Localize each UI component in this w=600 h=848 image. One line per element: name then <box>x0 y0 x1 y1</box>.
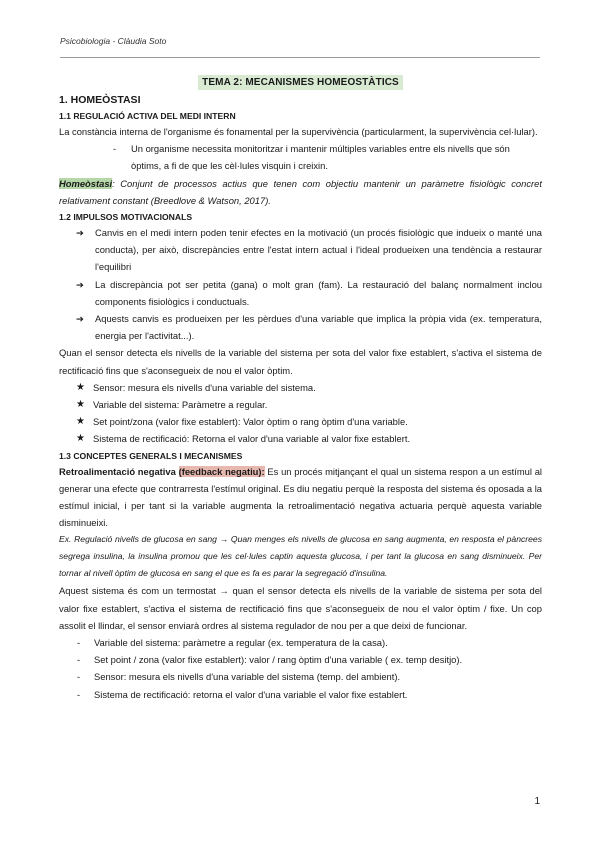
star-bullet-icon: ★ <box>76 416 85 428</box>
list-item: - Sistema de rectificació: retorna el valor d'una variable el valor fixe establert. <box>59 686 542 703</box>
dash-bullet: - <box>77 637 81 649</box>
paragraph-constancia: La constància interna de l'organisme és fonamental per la supervivència (particularment, la supervivència cel·lular). <box>59 126 538 137</box>
example-glucosa: Ex. Regulació nivells de glucosa en sang → Quan menges els nivells de glucosa en sang augmenta, en resposta el pàncrees segrega insulina, la insulina promou que les cel·lules captin aquesta glucosa, i per tant la glucosa en sang disminueix. Per tornar al nivell òptim de glucosa en sang el que es fa es parar la segregació d'insulina. <box>59 534 542 579</box>
definition-term: Homeòstasi <box>59 177 113 189</box>
section-heading-homeostasi: 1. HOMEÒSTASI <box>59 94 141 106</box>
list-item: ★ Sistema de rectificació: Retorna el valor d'una variable al valor fixe establert. <box>59 430 542 447</box>
paragraph-termostat: Aquest sistema és com un termostat → quan el sensor detecta els nivells de la variable de sistema per sota del valor fixe establert, s'activa el sistema de rectificació fins que s'aconsegueix de nou el valor òptim / fixe. Un cop assolit el llindar, el sensor enviarà ordres al sistema regulador de nou per a que deixi de funcionar. <box>59 585 542 631</box>
header-divider <box>60 57 540 58</box>
list-item: ★ Variable del sistema: Paràmetre a regular. <box>59 396 542 413</box>
star-bullet-icon: ★ <box>76 381 85 393</box>
list-item: - Un organisme necessita monitoritzar i mantenir múltiples variables entre els nivells que són òptims, a fi de que les cèl·lules visquin i creixin. <box>59 140 542 174</box>
star-bullet-icon: ★ <box>76 433 85 445</box>
subsection-heading-1-1: 1.1 REGULACIÓ ACTIVA DEL MEDI INTERN <box>59 111 236 121</box>
list-item: - Variable del sistema: paràmetre a regular (ex. temperatura de la casa). <box>59 634 542 651</box>
subsection-heading-1-3: 1.3 CONCEPTES GENERALS I MECANISMES <box>59 450 243 461</box>
page-header: Psicobiologia - Clàudia Soto <box>60 36 167 46</box>
page-number: 1 <box>534 796 540 807</box>
list-item: ★ Set point/zona (valor fixe establert): Valor òptim o rang òptim d'una variable. <box>59 413 542 430</box>
list-item: - Sensor: mesura els nivells d'una variable del sistema (temp. del ambient). <box>59 668 542 685</box>
paragraph-retroalimentacio: Retroalimentació negativa (feedback negatiu): Es un procés mitjançant el qual un sistema respon a un estímul al generar una efecte que contrarresta l'estímul original. Es diu negatiu perquè la resposta del sistema és oposada a la estímul inicial, i per tant si la variable augmenta la retroalimentació negativa actuaria perquè aquesta variable disminueixi. <box>59 465 543 529</box>
definition-homeostasi: Homeòstasi: Conjunt de processos actius que tenen com objectiu mantenir un paràmetre fisiològic concret relativament constant (Breedlove & Watson, 2017). <box>59 177 542 206</box>
term-feedback-highlight: (feedback negatiu): <box>178 465 265 477</box>
list-item: ➔ Canvis en el medi intern poden tenir efectes en la motivació (un procés fisiològic que indueix o manté una conducta), per això, discrepàncies entre l'estat intern actual i l'ideal produeixen una tendència a restaurar l'equilibri <box>59 224 542 276</box>
dash-bullet: - <box>77 671 81 683</box>
dash-bullet: - <box>77 688 81 700</box>
star-bullet-icon: ★ <box>76 399 85 411</box>
dash-bullet: - <box>77 654 81 666</box>
subsection-heading-1-2: 1.2 IMPULSOS MOTIVACIONALS <box>59 212 193 223</box>
list-item: - Set point / zona (valor fixe establert): valor / rang òptim d'una variable ( ex. temp desitjo). <box>59 651 542 668</box>
list-item: ➔ La discrepància pot ser petita (gana) o molt gran (fam). La restauració del balanç normalment inclou components fisiològics i conductuals. <box>59 276 542 310</box>
paragraph-sensor: Quan el sensor detecta els nivells de la variable del sistema per sota del valor fixe establert, s'activa el sistema de rectificació fins que s'aconsegueix de nou el valor òptim. <box>59 347 542 376</box>
dash-bullet: - <box>113 143 117 155</box>
arrow-bullet-icon: ➔ <box>76 227 84 239</box>
arrow-bullet-icon: ➔ <box>76 313 84 325</box>
page-content <box>59 72 542 703</box>
term-retroalimentacio: Retroalimentació negativa <box>59 465 176 477</box>
list-item: ➔ Aquests canvis es produeixen per les pèrdues d'una variable que implica la pròpia vida (ex. temperatura, energia per l'activitat...). <box>59 310 542 344</box>
list-item: ★ Sensor: mesura els nivells d'una variable del sistema. <box>59 379 542 396</box>
arrow-bullet-icon: ➔ <box>76 278 84 290</box>
document-title: TEMA 2: MECANISMES HOMEOSTÀTICS <box>198 75 403 90</box>
